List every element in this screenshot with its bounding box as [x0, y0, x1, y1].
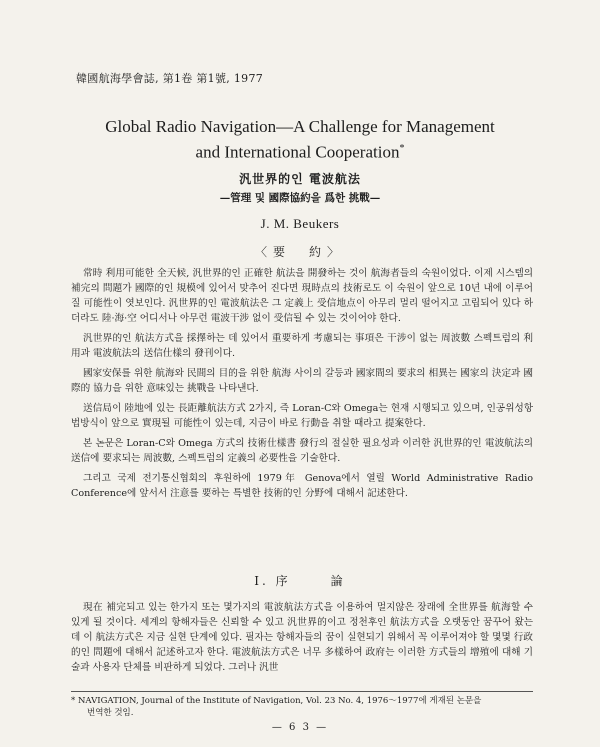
- abstract-paragraph-2: 汎世界的인 航法方式을 採擇하는 데 있어서 重要하게 考慮되는 事項은 干涉이 없는 周波數 스펙트럼의 利用과 電波航法의 送信仕樣의 發刊이다.: [71, 333, 533, 359]
- introduction-body: [71, 600, 533, 680]
- journal-header: 韓國航海學會誌, 第1卷 第1號, 1977: [76, 72, 264, 85]
- title-line-1: Global Radio Navigation—A Challenge for Management: [105, 117, 495, 136]
- abstract-paragraph-5: 본 논문은 Loran-C와 Omega 方式의 技術仕樣書 發行의 절실한 필요성과 이러한 汎世界的인 電波航法의 送信에 要求되는 周波數, 스펙트럼의 定義의 必要性을 기술한다.: [71, 438, 533, 464]
- section-heading: [0, 572, 600, 589]
- abstract-heading: 〈要 約〉: [254, 245, 345, 259]
- footnote-divider: [71, 691, 533, 692]
- author-name: J. M. Beukers: [260, 216, 340, 231]
- abstract-paragraph-4: 送信局이 陸地에 있는 長距離航法方式 2가지, 즉 Loran-C와 Omega는 현재 시행되고 있으며, 인공위성항법방식이 앞으로 實現될 可能性이 있는데, 지금이 바로 行動을 취할 때라고 提案한다.: [71, 403, 533, 429]
- korean-subtitle: —管理 및 國際協約을 爲한 挑戰—: [219, 192, 381, 204]
- footnote-line-2: 번역한 것임.: [87, 708, 134, 718]
- abstract-body: [71, 266, 533, 506]
- abstract-paragraph-6: 그리고 국제 전기통신협회의 후원하에 1979年 Genova에서 열릴 World Administrative Radio Conference에 앞서서 注意를 要하는 특별한 技術的인 分野에 대해서 記述한다.: [71, 473, 533, 499]
- title-line-2-text: and International Cooperation: [195, 142, 400, 162]
- title-line-2: [0, 138, 600, 164]
- footnote-line-1: * NAVIGATION, Journal of the Institute of Navigation, Vol. 23 No. 4, 1976～1977에 게재된 논문을: [71, 696, 482, 706]
- korean-title: 汎世界的인 電波航法: [239, 172, 361, 186]
- title-footnote-mark: *: [399, 143, 405, 154]
- footnote: [71, 695, 533, 719]
- abstract-paragraph-1: 常時 利用可能한 全天候, 汎世界的인 正確한 航法을 開發하는 것이 航海者들의 숙원이었다. 이제 시스템의 補完의 問題가 國際的인 規模에 있어서 맞추어 진다면 現時点의 技術로도 이 숙원이 앞으로 10년 내에 이루어 질 可能性이 엿보인다. 汎世界的인 電波航法은 그 定義上 受信地点이 아무리 멀리 떨어지고 고립되어 있다 하더라도 陸·海·空 어디서나 아무런 電波干涉 없이 受信될 수 있는 것이어야 한다.: [71, 268, 533, 324]
- abstract-paragraph-3: 國家安保를 위한 航海와 民間의 目的을 위한 航海 사이의 갈등과 國家間의 要求의 相異는 國家의 決定과 國際的 協力을 위한 意味있는 挑戰을 나타낸다.: [71, 368, 533, 394]
- paper-title: [0, 116, 600, 164]
- introduction-paragraph-1: 現在 補完되고 있는 한가지 또는 몇가지의 電波航法方式을 이용하여 멀지않은 장래에 全世界를 航海할 수 있게 될 것이다. 세계의 항해자들은 신뢰할 수 있고 汎世界的이고 정천후인 航法方式을 오랫동안 꿈꾸어 왔는데 이 航法方式은 지금 실현 단계에 있다. 필자는 항해자들의 꿈이 실현되기 위해서 꼭 이루어져야 할 몇몇 行政的인 問題에 대해서 記述하고자 한다. 電波航法方式은 너무 多樣하여 政府는 이러한 方式들의 增殖에 대해 기술과 사용자 단체를 비판하게 되었다. 그러나 汎世: [71, 602, 533, 673]
- section-title: 論: [330, 574, 346, 588]
- page-number: — 6 3 —: [271, 722, 329, 733]
- section-number: Ⅰ. 序: [254, 574, 291, 588]
